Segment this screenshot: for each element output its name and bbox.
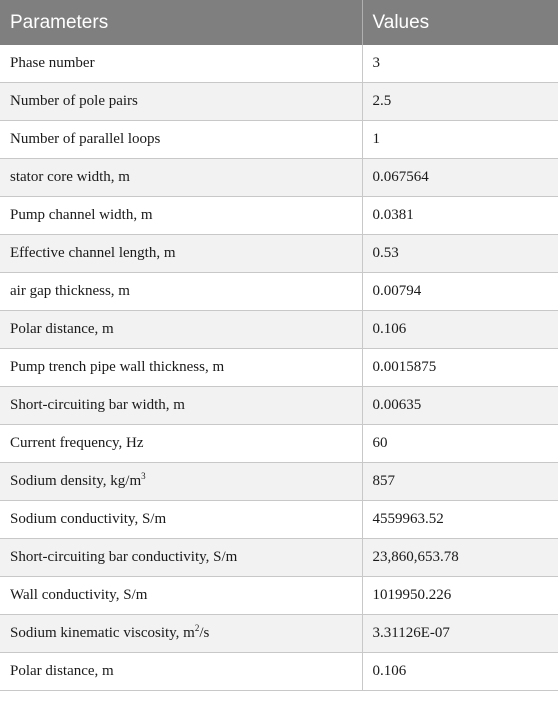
value-cell: 2.5 xyxy=(362,83,558,121)
parameter-cell xyxy=(0,387,362,425)
parameter-label: Phase number xyxy=(10,55,95,71)
parameter-label: Wall conductivity, S/m xyxy=(10,587,148,603)
parameter-label: stator core width, m xyxy=(10,169,130,185)
value-cell: 0.106 xyxy=(362,653,558,691)
parameter-label: Short-circuiting bar conductivity, S/m xyxy=(10,549,238,565)
table-row xyxy=(0,235,558,273)
value-cell: 0.00635 xyxy=(362,387,558,425)
parameter-cell xyxy=(0,653,362,691)
parameter-cell xyxy=(0,159,362,197)
table-row xyxy=(0,83,558,121)
parameter-label: Polar distance, m xyxy=(10,321,114,337)
parameter-cell xyxy=(0,273,362,311)
unit-superscript: 2 xyxy=(194,623,200,633)
parameter-label: Current frequency, Hz xyxy=(10,435,144,451)
table-body xyxy=(0,45,558,691)
parameter-cell xyxy=(0,577,362,615)
table-row xyxy=(0,539,558,577)
table-row xyxy=(0,387,558,425)
value-cell: 3.31126E-07 xyxy=(362,615,558,653)
parameter-cell xyxy=(0,463,362,501)
value-cell: 1019950.226 xyxy=(362,577,558,615)
value-cell: 3 xyxy=(362,45,558,83)
parameter-cell xyxy=(0,121,362,159)
value-cell: 0.067564 xyxy=(362,159,558,197)
parameter-label: Polar distance, m xyxy=(10,663,114,679)
parameter-cell xyxy=(0,539,362,577)
parameter-cell xyxy=(0,45,362,83)
parameter-label: Pump trench pipe wall thickness, m xyxy=(10,359,225,375)
table-row xyxy=(0,577,558,615)
parameter-cell xyxy=(0,311,362,349)
table-row xyxy=(0,501,558,539)
table-row xyxy=(0,425,558,463)
table-row xyxy=(0,159,558,197)
header-values: Values xyxy=(362,0,558,45)
value-cell: 0.00794 xyxy=(362,273,558,311)
table-row xyxy=(0,197,558,235)
parameter-label: Sodium conductivity, S/m xyxy=(10,511,167,527)
parameter-label: Short-circuiting bar width, m xyxy=(10,397,185,413)
table-header xyxy=(0,0,558,45)
value-cell: 1 xyxy=(362,121,558,159)
table-row xyxy=(0,653,558,691)
table-row xyxy=(0,273,558,311)
parameter-label: Number of parallel loops xyxy=(10,131,161,147)
parameter-cell xyxy=(0,197,362,235)
parameter-label: Sodium kinematic viscosity, m xyxy=(10,625,195,641)
parameter-cell xyxy=(0,615,362,653)
table-row xyxy=(0,615,558,653)
value-cell: 0.106 xyxy=(362,311,558,349)
parameter-label: air gap thickness, m xyxy=(10,283,130,299)
value-cell: 4559963.52 xyxy=(362,501,558,539)
table-row xyxy=(0,45,558,83)
table-row xyxy=(0,311,558,349)
parameter-label: Pump channel width, m xyxy=(10,207,153,223)
header-row xyxy=(0,0,558,45)
value-cell: 0.0381 xyxy=(362,197,558,235)
value-cell: 0.0015875 xyxy=(362,349,558,387)
value-cell: 60 xyxy=(362,425,558,463)
parameter-label: Sodium density, kg/m xyxy=(10,473,142,489)
table-row xyxy=(0,349,558,387)
unit-suffix: /s xyxy=(199,625,210,641)
table-row xyxy=(0,463,558,501)
parameter-label: Effective channel length, m xyxy=(10,245,176,261)
table-row xyxy=(0,121,558,159)
value-cell: 23,860,653.78 xyxy=(362,539,558,577)
unit-superscript: 3 xyxy=(141,471,146,481)
parameter-label: Number of pole pairs xyxy=(10,93,138,109)
header-parameters: Parameters xyxy=(0,0,362,45)
parameter-cell xyxy=(0,501,362,539)
value-cell: 857 xyxy=(362,463,558,501)
parameter-cell xyxy=(0,425,362,463)
value-cell: 0.53 xyxy=(362,235,558,273)
parameter-cell xyxy=(0,83,362,121)
parameter-cell xyxy=(0,235,362,273)
parameter-cell xyxy=(0,349,362,387)
